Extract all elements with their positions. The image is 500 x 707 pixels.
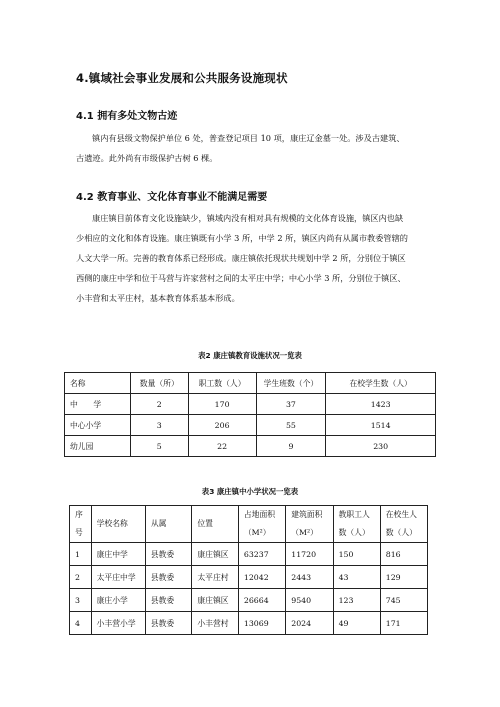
table-cell: 1514 [326,415,436,436]
table-cell: 幼儿园 [65,436,131,457]
header-text: 数（人） [338,528,370,537]
paragraph-line: 小丰营和太平庄村，基本教育体系基本形成。 [76,293,240,303]
header-text: 在校生人 [385,510,417,519]
header-text: 教职工人 [338,510,370,519]
header-cell [286,506,333,543]
header-cell: 名称 [65,373,131,394]
table-row [70,566,428,589]
paragraph-line: 西侧的康庄中学和位于马营与许家营村之间的太平庄中学；中心小学 3 所，分别位于镇区、 [76,273,406,283]
header-cell: 在校学生数（人） [326,373,436,394]
table-row [65,394,436,415]
paragraph-line: 少相应的文化和体育设施。康庄镇既有小学 3 所，中学 2 所，镇区内尚有从属市教委管辖的 [76,233,408,243]
table-cell: 太平庄中学 [91,566,145,589]
header-cell: 数量（所） [130,373,188,394]
paragraph-line: 康庄镇目前体育文化设施缺少，镇域内没有相对具有规模的文化体育设施，镇区内也缺 [92,213,404,223]
table-cell: 2 [130,394,188,415]
header-cell [333,506,380,543]
table-cell: 4 [70,612,92,635]
table-row [70,543,428,566]
header-text: 序 [75,510,83,519]
table-cell: 55 [256,415,326,436]
table-header-row [70,506,428,543]
table-cell: 816 [380,543,427,566]
table-cell: 县教委 [145,589,192,612]
table-cell: 129 [380,566,427,589]
table-cell: 63237 [238,543,285,566]
table-cell: 13069 [238,612,285,635]
subsection-title-4-1: 4.1 拥有多处文物古迹 [76,111,178,122]
header-text: 建筑面积 [291,510,323,519]
table-cell: 县教委 [145,566,192,589]
table-cell: 2443 [286,566,333,589]
table2-caption: 表2 康庄镇教育设施状况一览表 [198,351,302,360]
header-text: （M²） [243,528,271,537]
header-cell [380,506,427,543]
table-cell: 9 [256,436,326,457]
header-text: 号 [75,528,83,537]
table-cell: 康庄镇区 [192,589,239,612]
header-cell [70,506,92,543]
table-cell: 1423 [326,394,436,415]
table-header-row [65,373,436,394]
table-cell: 206 [188,415,256,436]
table-cell: 12042 [238,566,285,589]
table-row [65,415,436,436]
education-facilities-table [64,372,436,457]
header-cell: 职工数（人） [188,373,256,394]
table-cell: 745 [380,589,427,612]
table-cell: 171 [380,612,427,635]
table-cell: 3 [130,415,188,436]
table-cell: 150 [333,543,380,566]
table-cell: 5 [130,436,188,457]
table-cell: 170 [188,394,256,415]
table-cell: 43 [333,566,380,589]
paragraph-line: 人文大学一所。完善的教育体系已经形成。康庄镇依托现状共规划中学 2 所，分别位于镇区 [76,253,406,263]
header-cell: 位置 [192,506,239,543]
section-title: 4.镇域社会事业发展和公共服务设施现状 [76,71,288,85]
header-cell [238,506,285,543]
header-cell: 学校名称 [91,506,145,543]
header-text: （M²） [291,528,318,537]
table-cell: 康庄小学 [91,589,145,612]
header-text: 占地面积 [243,510,276,519]
table-cell: 123 [333,589,380,612]
table-cell: 中 学 [65,394,131,415]
table-cell: 太平庄村 [192,566,239,589]
table-row [70,612,428,635]
paragraph-line: 镇内有县级文物保护单位 6 处，普查登记项目 10 项，康庄辽金墓一处。涉及古建筑、 [92,133,405,143]
paragraph-line: 古遗迹。此外尚有市级保护古树 6 棵。 [76,153,218,163]
header-cell: 从属 [145,506,192,543]
table3-caption: 表3 康庄镇中小学状况一览表 [201,487,299,496]
table-cell: 1 [70,543,92,566]
header-text: 数（人） [385,528,417,537]
table-cell: 县教委 [145,612,192,635]
table-cell: 22 [188,436,256,457]
table-row [70,589,428,612]
table-cell: 县教委 [145,543,192,566]
table-cell: 230 [326,436,436,457]
table-cell: 小丰营村 [192,612,239,635]
table-cell: 康庄镇区 [192,543,239,566]
table-cell: 小丰营小学 [91,612,145,635]
subsection-title-4-2: 4.2 教育事业、文化体育事业不能满足需要 [76,192,268,203]
table-cell: 49 [333,612,380,635]
table-cell: 3 [70,589,92,612]
table-cell: 2 [70,566,92,589]
paragraph-4-2 [76,208,428,308]
schools-status-table [69,505,428,635]
table-cell: 37 [256,394,326,415]
table-cell: 11720 [286,543,333,566]
header-cell: 学生班数（个） [256,373,326,394]
table-cell: 中心小学 [65,415,131,436]
table-cell: 康庄中学 [91,543,145,566]
table-cell: 26664 [238,589,285,612]
table-cell: 2024 [286,612,333,635]
table-row [65,436,436,457]
table-cell: 9540 [286,589,333,612]
paragraph-4-1 [76,128,428,168]
